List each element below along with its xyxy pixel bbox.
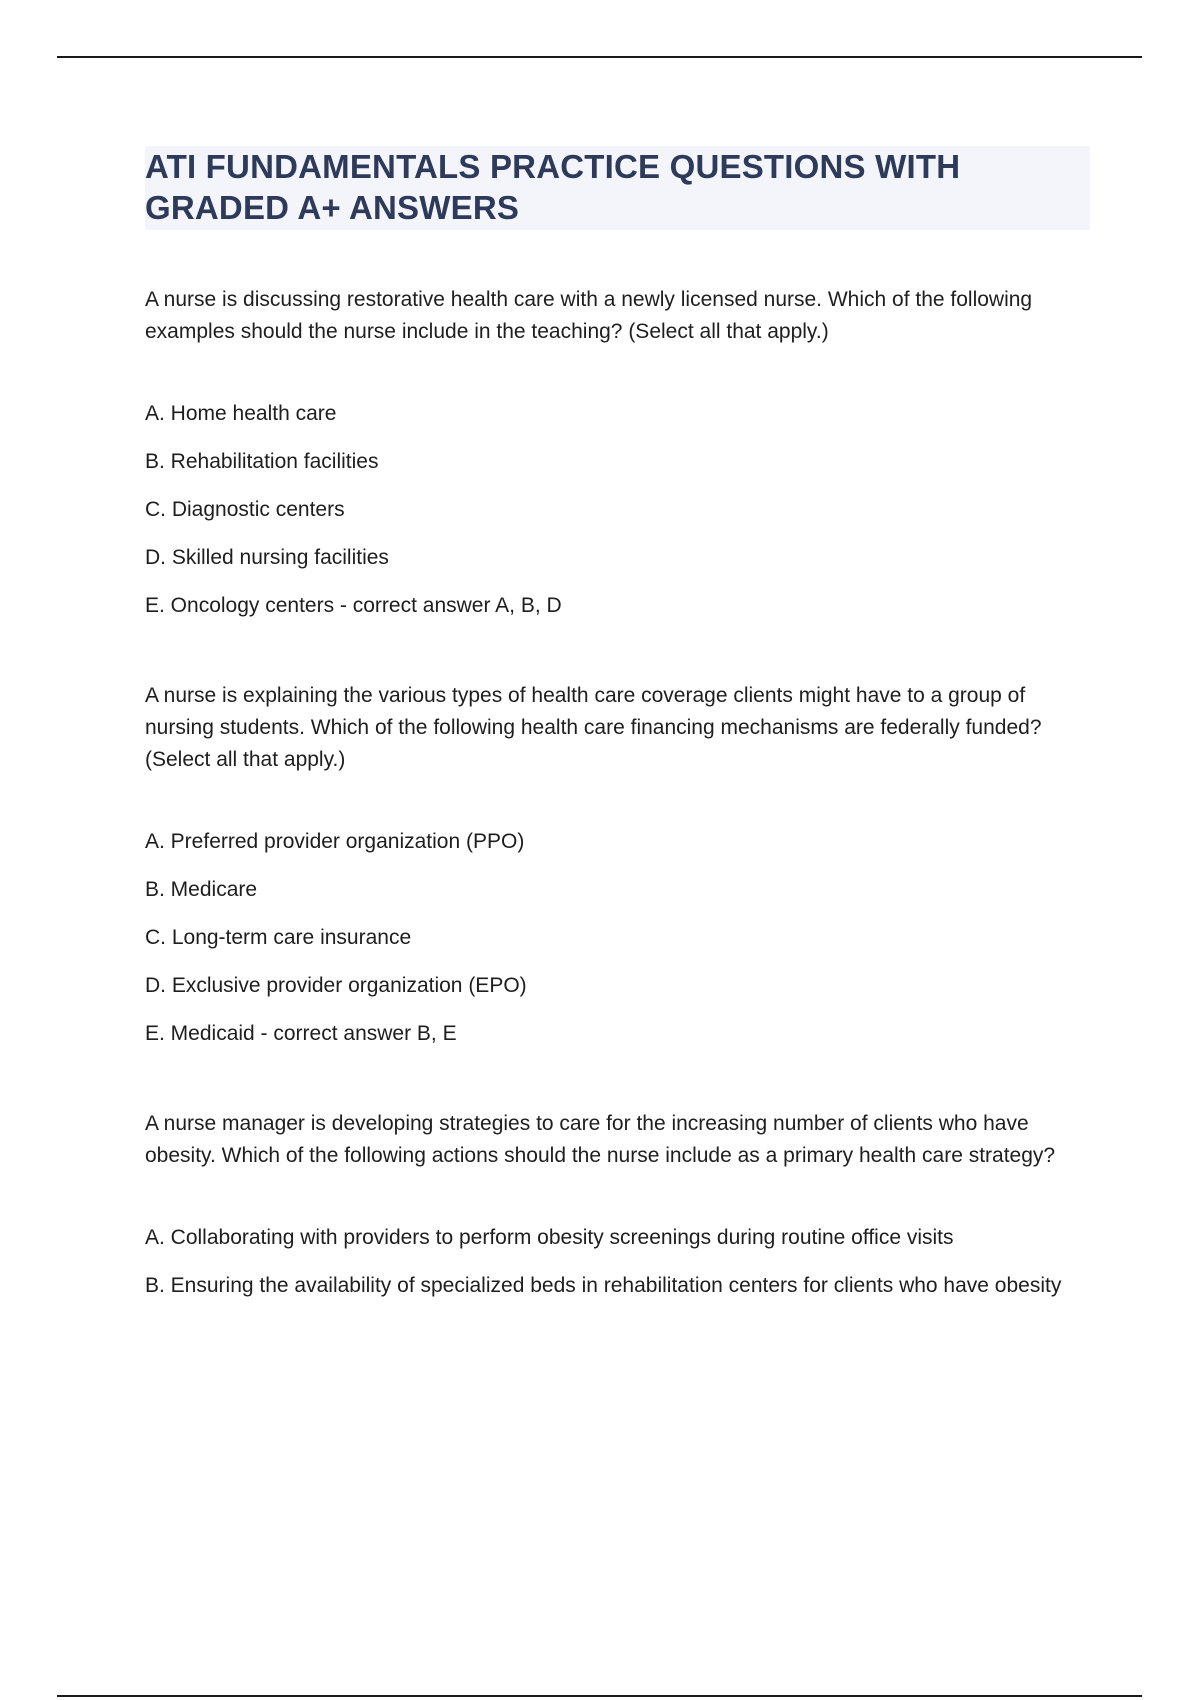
option-item: C. Long-term care insurance xyxy=(145,926,412,949)
option-list xyxy=(145,826,1090,1050)
option-item: B. Medicare xyxy=(145,878,258,901)
header-rule xyxy=(57,56,1142,58)
question-text: A nurse manager is developing strategies to care for the increasing number of clients who have obesity. Which of the following actions should the nurse include as a primary health care strategy? xyxy=(145,1112,1056,1167)
option-list xyxy=(145,1222,1090,1302)
footer-rule xyxy=(57,1695,1142,1697)
option-item: D. Exclusive provider organization (EPO) xyxy=(145,974,527,997)
question-text: A nurse is discussing restorative health care with a newly licensed nurse. Which of the following examples should the nurse include in the teaching? (Select all that apply.) xyxy=(145,288,1033,343)
option-item: C. Diagnostic centers xyxy=(145,498,345,521)
option-item: B. Ensuring the availability of specialized beds in rehabilitation centers for clients who have obesity xyxy=(145,1274,1062,1297)
question-3 xyxy=(145,1108,1090,1302)
question-1 xyxy=(145,284,1090,622)
question-text: A nurse is explaining the various types of health care coverage clients might have to a group of nursing students. Which of the following health care financing mechanisms are federally funded? (Select all that apply.) xyxy=(145,684,1042,771)
document-body xyxy=(145,146,1090,1302)
option-item: B. Rehabilitation facilities xyxy=(145,450,379,473)
question-2 xyxy=(145,680,1090,1050)
title-line-2: GRADED A+ ANSWERS xyxy=(145,189,520,226)
option-item: E. Medicaid - correct answer B, E xyxy=(145,1022,457,1045)
title-block xyxy=(145,146,1090,230)
option-item: A. Collaborating with providers to perform obesity screenings during routine office visits xyxy=(145,1226,954,1249)
option-list xyxy=(145,398,1090,622)
option-item: D. Skilled nursing facilities xyxy=(145,546,389,569)
title-line-1: ATI FUNDAMENTALS PRACTICE QUESTIONS WITH xyxy=(145,148,961,185)
document-title xyxy=(145,146,1088,228)
option-item: A. Preferred provider organization (PPO) xyxy=(145,830,525,853)
option-item: A. Home health care xyxy=(145,402,337,425)
option-item: E. Oncology centers - correct answer A, B, D xyxy=(145,594,562,617)
